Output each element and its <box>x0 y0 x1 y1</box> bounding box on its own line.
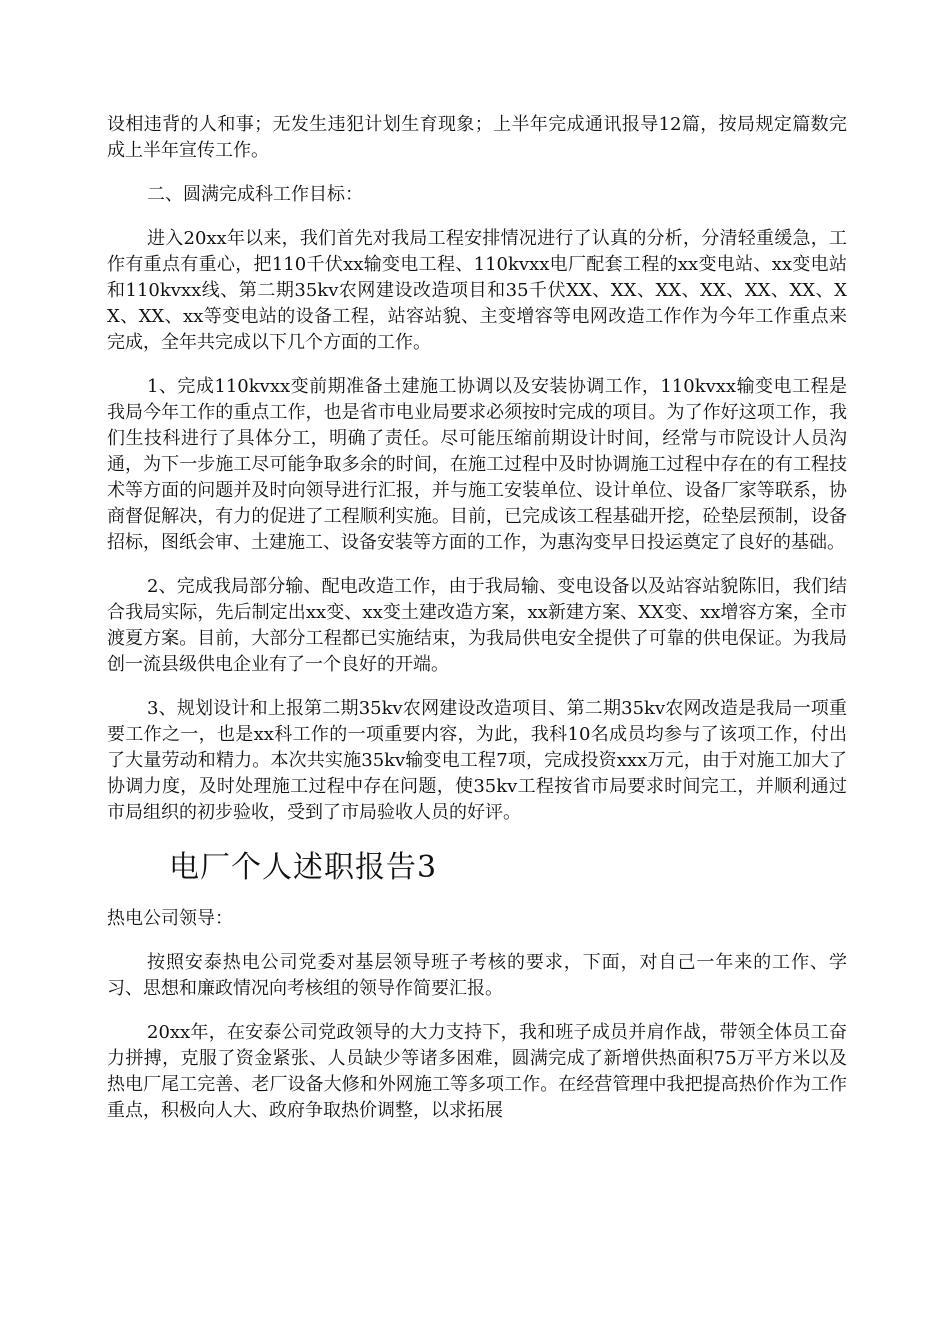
report-title: 电厂个人述职报告3 <box>169 850 438 885</box>
item-1-paragraph: 1、完成110kvxx变前期准备土建施工协调以及安装协调工作，110kvxx输变电工程是我局今年工作的重点工作，也是省市电业局要求必须按时完成的项目。为了作好这项工作，我们生技科进行了具体分工，明确了责任。尽可能压缩前期设计时间，经常与市院设计人员沟通，为下一步施工尽可能争取多余的时间，在施工过程中及时协调施工过程中存在的有工程技术等方面的问题并及时向领导进行汇报，并与施工安装单位、设计单位、设备厂家等联系，协商督促解决，有力的促进了工程顺利实施。目前，已完成该工程基础开挖，砼垫层预制，设备招标，图纸会审、土建施工、设备安装等方面的工作，为惠沟变早日投运奠定了良好的基础。 <box>107 376 847 553</box>
document-page <box>107 112 847 1124</box>
salutation: 热电公司领导： <box>107 908 233 929</box>
section-subheading: 二、圆满完成科工作目标： <box>147 184 363 205</box>
report-paragraph-1: 按照安泰热电公司党委对基层领导班子考核的要求，下面，对自己一年来的工作、学习、思想和廉政情况向考核组的领导作简要汇报。 <box>107 952 847 999</box>
intro-paragraph: 进入20xx年以来，我们首先对我局工程安排情况进行了认真的分析，分清轻重缓急，工作有重点有重心，把110千伏xx输变电工程、110kvxx电厂配套工程的xx变电站、xx变电站和110kvxx线、第二期35kv农网建设改造项目和35千伏XX、XX、XX、XX、XX、XX、XX、XX、xx等变电站的设备工程，站容站貌、主变增容等电网改造工作作为今年工作重点来完成，全年共完成以下几个方面的工作。 <box>107 228 848 353</box>
item-3-paragraph: 3、规划设计和上报第二期35kv农网建设改造项目、第二期35kv农网改造是我局一项重要工作之一，也是xx科工作的一项重要内容，为此，我科10名成员均参与了该项工作，付出了大量劳动和精力。本次共实施35kv输变电工程7项，完成投资xxx万元，由于对施工加大了协调力度，及时处理施工过程中存在问题，使35kv工程按省市局要求时间完工，并顺利通过市局组织的初步验收，受到了市局验收人员的好评。 <box>107 698 847 823</box>
report-paragraph-2: 20xx年，在安泰公司党政领导的大力支持下，我和班子成员并肩作战，带领全体员工奋力拼搏，克服了资金紧张、人员缺少等诸多困难，圆满完成了新增供热面积75万平方米以及热电厂尾工完善、老厂设备大修和外网施工等多项工作。在经营管理中我把提高热价作为工作重点，积极向人大、政府争取热价调整，以求拓展 <box>107 1022 847 1121</box>
item-2-paragraph: 2、完成我局部分输、配电改造工作，由于我局输、变电设备以及站容站貌陈旧，我们结合我局实际，先后制定出xx变、xx变土建改造方案，xx新建方案、XX变、xx增容方案，全市渡夏方案。目前，大部分工程都已实施结束，为我局供电安全提供了可靠的供电保证。为我局创一流县级供电企业有了一个良好的开端。 <box>107 576 847 675</box>
continuation-paragraph: 设相违背的人和事；无发生违犯计划生育现象；上半年完成通讯报导12篇，按局规定篇数完成上半年宣传工作。 <box>107 114 847 161</box>
